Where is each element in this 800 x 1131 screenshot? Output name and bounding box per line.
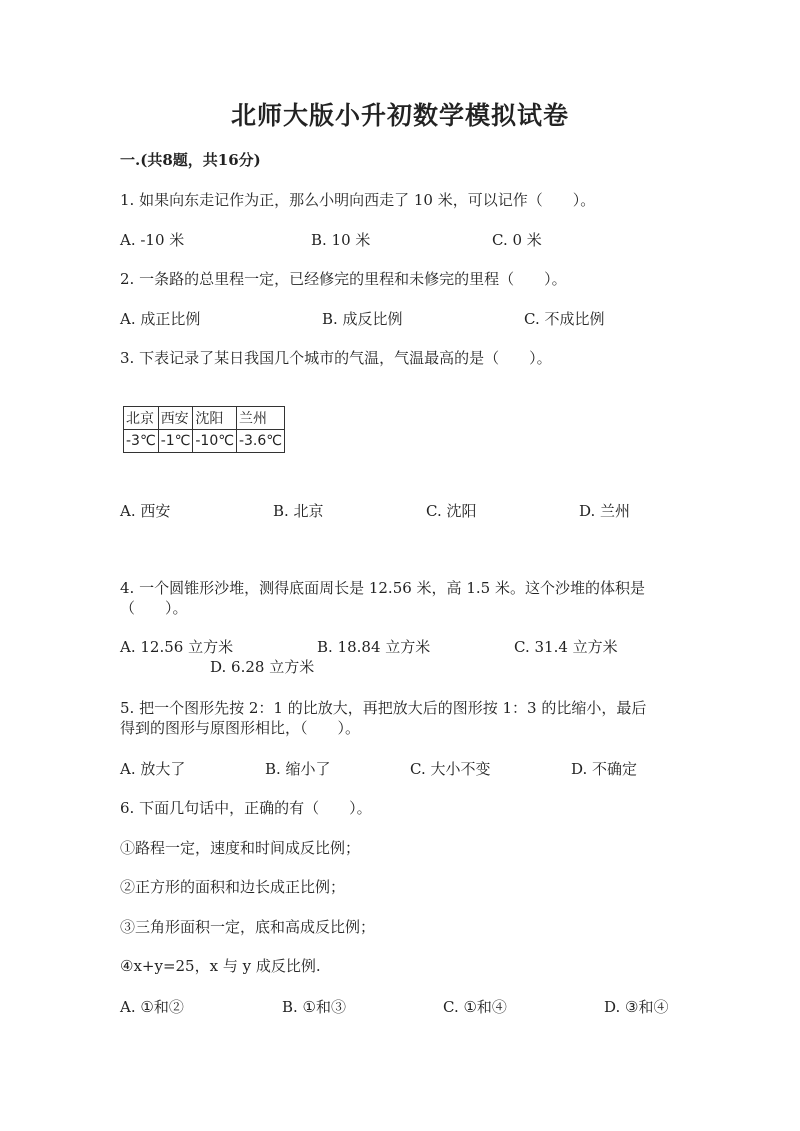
q4-option-c: C. 31.4 立方米: [514, 638, 618, 656]
q1-option-c: C. 0 米: [492, 231, 542, 249]
q6-statement-1: ①路程一定，速度和时间成反比例；: [120, 839, 361, 857]
question-5-stem-line-1: 5. 把一个图形先按 2：1 的比放大，再把放大后的图形按 1：3 的比缩小，最后: [120, 699, 647, 717]
q2-option-c: C. 不成比例: [524, 310, 605, 328]
section-heading: 一.(共8题，共16分): [120, 151, 261, 169]
temperature-table: [123, 406, 285, 453]
table-row: [124, 407, 285, 430]
q5-option-d: D. 不确定: [571, 760, 638, 778]
q2-option-b: B. 成反比例: [322, 310, 403, 328]
q6-option-a: A. ①和②: [120, 998, 184, 1016]
q6-option-c: C. ①和④: [443, 998, 507, 1016]
q3-option-d: D. 兰州: [579, 502, 631, 520]
q1-option-b: B. 10 米: [311, 231, 371, 249]
q2-option-a: A. 成正比例: [120, 310, 201, 328]
table-cell: -10℃: [193, 430, 237, 453]
question-4-stem-line-1: 4. 一个圆锥形沙堆，测得底面周长是 12.56 米，高 1.5 米。这个沙堆的体积是: [120, 579, 645, 597]
table-cell: -3℃: [124, 430, 159, 453]
q5-option-a: A. 放大了: [120, 760, 186, 778]
q5-option-b: B. 缩小了: [265, 760, 331, 778]
q3-option-c: C. 沈阳: [426, 502, 477, 520]
q1-option-a: A. -10 米: [120, 231, 185, 249]
question-1-stem: 1. 如果向东走记作为正，那么小明向西走了 10 米，可以记作（ ）。: [120, 191, 596, 209]
table-cell: 兰州: [236, 407, 284, 430]
q4-option-d: D. 6.28 立方米: [210, 658, 315, 676]
question-2-stem: 2. 一条路的总里程一定，已经修完的里程和未修完的里程（ ）。: [120, 270, 567, 288]
table-cell: 北京: [124, 407, 159, 430]
q6-option-b: B. ①和③: [282, 998, 347, 1016]
q4-option-b: B. 18.84 立方米: [317, 638, 431, 656]
q6-statement-4: ④x+y=25，x 与 y 成反比例.: [120, 957, 321, 975]
q5-option-c: C. 大小不变: [410, 760, 491, 778]
page-title: 北师大版小升初数学模拟试卷: [230, 101, 569, 130]
question-3-stem: 3. 下表记录了某日我国几个城市的气温，气温最高的是（ ）。: [120, 349, 552, 367]
q6-option-d: D. ③和④: [604, 998, 669, 1016]
q4-option-a: A. 12.56 立方米: [120, 638, 234, 656]
table-cell: 沈阳: [193, 407, 237, 430]
q3-option-a: A. 西安: [120, 502, 171, 520]
question-4-stem-line-2: （ ）。: [120, 599, 188, 617]
table-cell: 西安: [158, 407, 193, 430]
question-6-stem: 6. 下面几句话中，正确的有（ ）。: [120, 799, 372, 817]
question-5-stem-line-2: 得到的图形与原图形相比，（ ）。: [120, 719, 361, 737]
q3-option-b: B. 北京: [273, 502, 324, 520]
table-cell: -3.6℃: [236, 430, 284, 453]
q6-statement-2: ②正方形的面积和边长成正比例；: [120, 878, 346, 896]
table-cell: -1℃: [158, 430, 193, 453]
table-row: [124, 430, 285, 453]
q6-statement-3: ③三角形面积一定，底和高成反比例；: [120, 918, 376, 936]
